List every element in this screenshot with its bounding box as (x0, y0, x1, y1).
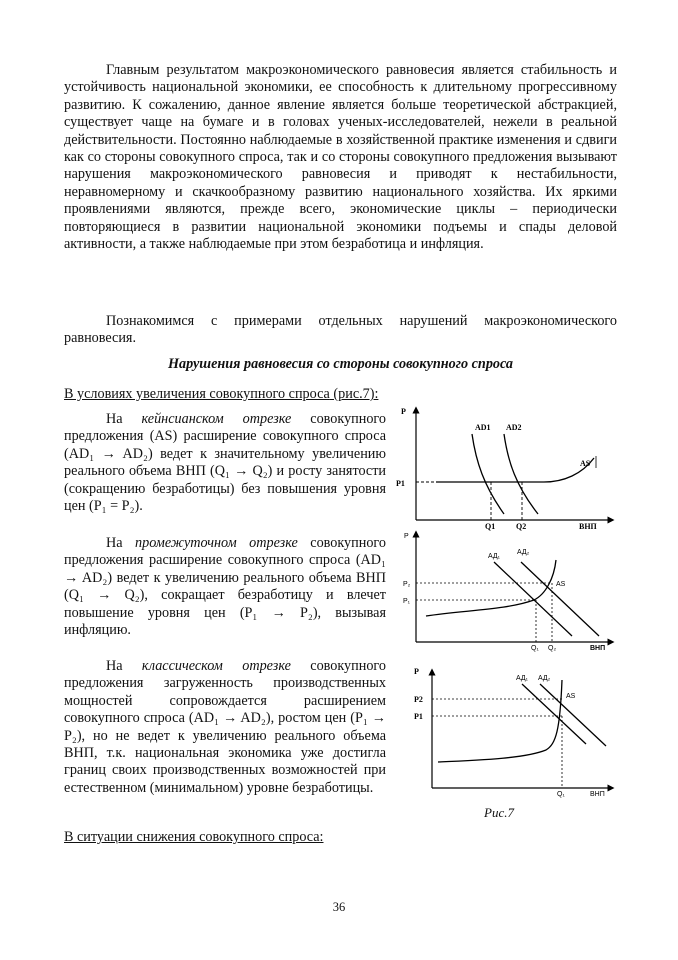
as-curve (436, 458, 594, 482)
subheading-decrease: В ситуации снижения совокупного спроса: (64, 829, 324, 845)
subheading-increase-ref: (рис.7): (329, 386, 379, 402)
intro-paragraph: Главным результатом макроэкономического равновесия является стабильность и устойчивость национальной экономики, ее способность к длительному прогрессивному развитию. К сожалению, данное явление является больше теоретической абстракцией, существует чаще на бумаге и в головах ученых-исследователей, нежели в реальной действительности. Постоянно наблюдаемые в хозяйственной практике изменения и сдвиги как со стороны совокупного спроса, так и со стороны совокупного предложения вызывают нарушения макроэкономического равновесия и приводят к нестабильности, неравномерному и скачкообразному развитию национального хозяйства. Их яркими проявлениями являются, прежде всего, экономические циклы – периодически повторяющиеся в развитии национальной экономики подъемы и спады деловой активности, а также наблюдаемые при этом безработица и инфляция. (64, 62, 617, 253)
keynesian-text: совокупного предложения (AS) расширение совокупного спроса (AD₁ → AD₂) ведет к значительному увеличению реального объема ВНП (Q₁ → Q₂) и росту занятости (сокращению безработицы) без повышения уровня цен (P₁ = P₂). (64, 411, 386, 515)
p2-label: P2 (414, 695, 423, 704)
section-heading: Нарушения равновесия со стороны совокупного спроса (167, 356, 514, 372)
keynesian-graph (396, 402, 620, 530)
classical-paragraph (64, 658, 386, 797)
y-axis-label: P (404, 533, 409, 540)
ad2-label: АД₂ (538, 675, 551, 682)
p1-label: P₁ (403, 598, 411, 605)
intermediate-paragraph (64, 535, 386, 639)
classical-term: классическом отрезке (141, 658, 291, 674)
ad1-label: АД₁ (516, 675, 529, 682)
q1-label: Q₁ (531, 645, 539, 652)
examples-paragraph: Познакомимся с примерами отдельных нарушений макроэкономического равновесия. (64, 313, 617, 347)
subheading-increase (64, 386, 378, 403)
intermediate-term: промежуточном отрезке (135, 535, 298, 551)
figure-keynesian-segment (396, 402, 620, 530)
keynesian-lead: На (106, 411, 142, 427)
x-axis-label: ВНП (579, 522, 597, 531)
keynesian-paragraph (64, 411, 386, 515)
figure-intermediate-segment (396, 530, 620, 656)
q1-label: Q1 (485, 522, 496, 531)
subheading-increase-text: В условиях увеличения совокупного спроса (64, 386, 330, 402)
classical-text: совокупного предложения загруженность производственных мощностей сопровождается расширением совокупного спроса (AD₁ → AD₂), ростом цен (P₁ → P₂), но не ведет к увеличению реального объема ВНП, т.к. национальная экономика уже достигла границ своих производственных возможностей при естественном (минимальном) уровне безработицы. (64, 658, 386, 796)
intermediate-graph (396, 530, 620, 656)
x-axis-label: ВНП (590, 645, 606, 652)
q2-label: Q2 (516, 522, 527, 531)
intermediate-lead: На (106, 535, 136, 551)
as-curve (426, 560, 556, 616)
ad2-label: AD2 (506, 423, 522, 432)
ad1-curve (472, 434, 504, 514)
classical-lead: На (106, 658, 142, 674)
p2-label: P₂ (403, 581, 411, 588)
as-label: AS (580, 459, 591, 468)
as-curve (438, 680, 562, 762)
p1-label: P1 (414, 712, 423, 721)
keynesian-term: кейнсианском отрезке (141, 411, 292, 427)
classical-graph (396, 660, 620, 798)
as-label: AS (566, 693, 576, 700)
figure-caption: Рис.7 (484, 805, 514, 820)
ad1-label: AD1 (475, 423, 491, 432)
y-axis-label: P (414, 667, 419, 676)
page-number: 36 (332, 900, 346, 914)
ad1-curve (522, 684, 586, 744)
ad2-label: АД₂ (517, 549, 530, 556)
y-axis-label: P (401, 407, 406, 416)
q1-label: Q₁ (557, 791, 565, 798)
intermediate-text: совокупного предложения расширение совокупного спроса (AD₁ → AD₂) ведет к увеличению реального объема ВНП (Q₁ → Q₂), сокращает безработицу и влечет повышение уровня цен (P₁ → P₂), вызывая инфляцию. (64, 535, 386, 639)
figure-classical-segment (396, 660, 620, 798)
x-axis-label: ВНП (590, 791, 605, 798)
p1-label: P1 (396, 479, 405, 488)
ad2-curve (504, 434, 538, 514)
ad1-label: АД₁ (488, 553, 501, 560)
as-label: AS (556, 581, 566, 588)
q2-label: Q₂ (548, 645, 557, 652)
